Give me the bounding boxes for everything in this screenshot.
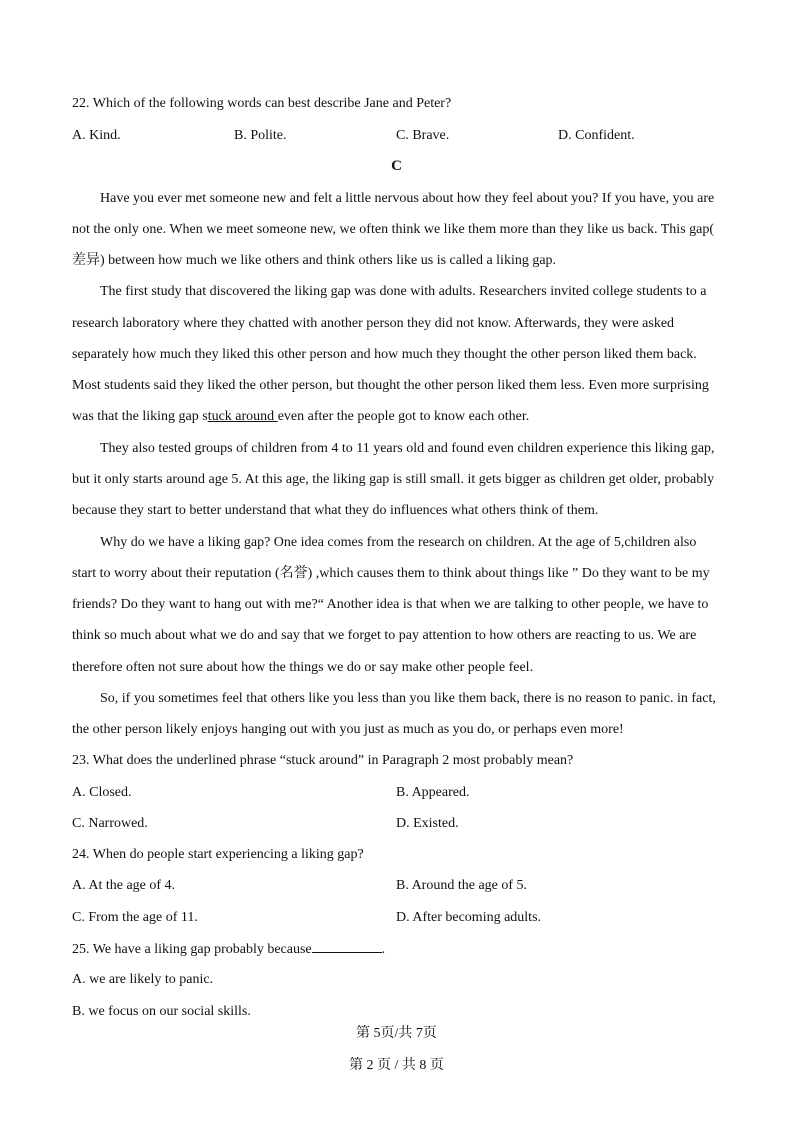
- q22-option-a: A. Kind.: [72, 128, 121, 143]
- p1-line-3: 差异) between how much we like others and think others like us is called a liking gap.: [72, 253, 557, 268]
- q24-option-a: A. At the age of 4.: [72, 878, 176, 893]
- q23-option-d: D. Existed.: [396, 816, 459, 831]
- q25-question-text: 25. We have a liking gap probably because: [72, 942, 312, 957]
- q25-question: [72, 940, 385, 959]
- p3-line-2: but it only starts around age 5. At this age, the liking gap is still small. it gets bigger as children get older, probably: [72, 472, 715, 487]
- q23-option-c: C. Narrowed.: [72, 816, 148, 831]
- p4-line-2: start to worry about their reputation (名誉) ,which causes them to think about things like ” Do they want to be my: [72, 566, 710, 581]
- p1-line-1: Have you ever met someone new and felt a little nervous about how they feel about you? If you have, you are: [100, 191, 715, 206]
- p2-line-2: research laboratory where they chatted with another person they did not know. Afterwards, they were asked: [72, 316, 675, 331]
- q24-option-c: C. From the age of 11.: [72, 910, 198, 925]
- q22-option-c: C. Brave.: [396, 128, 450, 143]
- p2-line-5: [72, 408, 529, 426]
- p2-line-5-start: was that the liking gap s: [72, 409, 208, 424]
- p4-line-4: think so much about what we do and say that we forget to pay attention to how others are reacting to us. We are: [72, 628, 697, 643]
- p3-line-3: because they start to better understand that what they do influences what others think of them.: [72, 503, 599, 518]
- q23-question: 23. What does the underlined phrase “stuck around” in Paragraph 2 most probably mean?: [72, 753, 574, 768]
- q22-question: 22. Which of the following words can best describe Jane and Peter?: [72, 96, 452, 111]
- q23-option-b: B. Appeared.: [396, 785, 470, 800]
- inner-page-number: 第 5页/共 7页: [356, 1026, 437, 1041]
- section-heading: C: [391, 158, 402, 174]
- p2-line-4: Most students said they liked the other person, but thought the other person liked them less. Even more surprising: [72, 378, 709, 393]
- q24-option-d: D. After becoming adults.: [396, 910, 542, 925]
- p5-line-1: So, if you sometimes feel that others like you less than you like them back, there is no reason to panic. in fact,: [100, 691, 716, 706]
- q24-option-b: B. Around the age of 5.: [396, 878, 528, 893]
- underlined-phrase: tuck around: [207, 409, 278, 424]
- q25-option-b: B. we focus on our social skills.: [72, 1004, 251, 1019]
- p2-line-3: separately how much they liked this other person and how much they thought the other person liked them back.: [72, 347, 697, 362]
- p4-line-3: friends? Do they want to hang out with me?“ Another idea is that when we are talking to other people, we have to: [72, 597, 709, 612]
- q22-option-b: B. Polite.: [234, 128, 287, 143]
- q25-option-a: A. we are likely to panic.: [72, 972, 214, 987]
- p4-line-1: Why do we have a liking gap? One idea comes from the research on children. At the age of 5,children also: [100, 535, 697, 550]
- p5-line-2: the other person likely enjoys hanging out with you just as much as you do, or perhaps even more!: [72, 722, 624, 737]
- p2-line-5-end: even after the people got to know each other.: [277, 409, 530, 424]
- q25-question-end: .: [381, 942, 386, 957]
- q24-question: 24. When do people start experiencing a liking gap?: [72, 847, 364, 862]
- p2-line-1: The first study that discovered the liking gap was done with adults. Researchers invited college students to a: [100, 284, 707, 299]
- outer-page-number: 第 2 页 / 共 8 页: [349, 1058, 444, 1073]
- q22-option-d: D. Confident.: [558, 128, 635, 143]
- p4-line-5: therefore often not sure about how the things we do or say make other people feel.: [72, 660, 534, 675]
- answer-blank: [312, 940, 382, 953]
- q23-option-a: A. Closed.: [72, 785, 132, 800]
- p3-line-1: They also tested groups of children from 4 to 11 years old and found even children experience this liking gap,: [100, 441, 715, 456]
- p1-line-2: not the only one. When we meet someone new, we often think we like them more than they like us back. This gap(: [72, 222, 715, 237]
